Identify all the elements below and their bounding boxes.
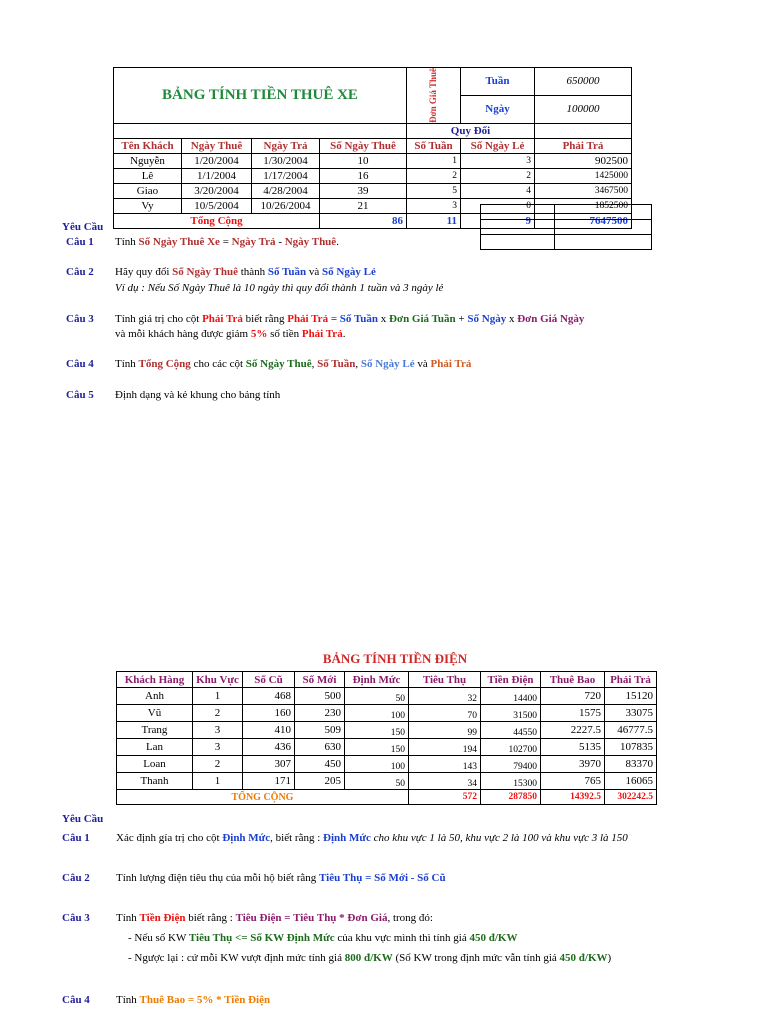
cell: 5135 (541, 739, 605, 756)
cell: Thanh (117, 773, 193, 790)
table-row (117, 722, 657, 739)
rate-day-label: Ngày (461, 95, 535, 123)
empty-grid (480, 204, 652, 250)
cell: 100 (345, 705, 409, 722)
col-header: Tiền Điện (481, 672, 541, 688)
cell: 2227.5 (541, 722, 605, 739)
question-label: Câu 5 (66, 389, 94, 401)
cell: 150 (345, 739, 409, 756)
col-header: Tiêu Thụ (409, 672, 481, 688)
cell: 1852500 (535, 198, 632, 213)
col-header: Tên Khách (114, 138, 182, 153)
rate-label-cell (407, 68, 461, 124)
blank-cell (114, 123, 407, 138)
cell: 307 (243, 756, 295, 773)
cell: Vy (114, 198, 182, 213)
table-row (117, 705, 657, 722)
cell: 33075 (605, 705, 657, 722)
total-electricity-cost: 287850 (481, 790, 541, 805)
question-text: Tính Số Ngày Thuê Xe = Ngày Trả - Ngày Thuê. (115, 236, 339, 248)
cell: 46777.5 (605, 722, 657, 739)
table-row (114, 183, 632, 198)
cell: 1425000 (535, 168, 632, 183)
table-row (117, 773, 657, 790)
total-odd-days: 9 (461, 213, 535, 228)
cell: 10 (320, 153, 407, 168)
cell: Trang (117, 722, 193, 739)
cell: 102700 (481, 739, 541, 756)
question-text: Xác định gía trị cho cột Định Mức, biết rằng : Định Mức cho khu vực 1 là 50, khu vực 2 là 100 và khu vực 3 là 150 (116, 832, 628, 844)
cell: 15120 (605, 688, 657, 705)
total-label: Tổng Cộng (114, 213, 320, 228)
cell: 100 (345, 756, 409, 773)
col-header: Thuê Bao (541, 672, 605, 688)
question-text-line2: và mỗi khách hàng được giảm 5% số tiền Phải Trả. (115, 328, 346, 340)
col-header: Số Ngày Thuê (320, 138, 407, 153)
rate-week-label: Tuần (461, 68, 535, 96)
col-header: Khách Hàng (117, 672, 193, 688)
electricity-total-row (117, 790, 657, 805)
cell: 3 (461, 153, 535, 168)
cell: 1/1/2004 (182, 168, 252, 183)
cell: 4 (461, 183, 535, 198)
cell: 1 (193, 773, 243, 790)
cell: 171 (243, 773, 295, 790)
table-row (117, 756, 657, 773)
table-row (117, 688, 657, 705)
question-text: Tính giá trị cho cột Phải Trả biết rằng Phải Trả = Số Tuần x Đơn Giá Tuần + Số Ngày x Đơn Giá Ngày (115, 313, 585, 325)
cell: 410 (243, 722, 295, 739)
convert-label: Quy Đổi (407, 123, 535, 138)
total-days: 86 (320, 213, 407, 228)
total-pay: 7647500 (535, 213, 632, 228)
cell: 2 (193, 756, 243, 773)
question-text-line3: - Ngược lại : cứ mỗi KW vượt định mức tính giá 800 đ/KW (Số KW trong định mức vẫn tính giá 450 đ/KW) (128, 952, 612, 964)
question-text: Tính lượng điện tiêu thụ của mỗi hộ biết rằng Tiêu Thụ = Số Mới - Số Cũ (116, 872, 446, 884)
cell: 3 (193, 739, 243, 756)
cell: 1 (407, 153, 461, 168)
cell: 10/5/2004 (182, 198, 252, 213)
cell: 34 (409, 773, 481, 790)
cell: 1/20/2004 (182, 153, 252, 168)
blank-cell (555, 205, 652, 220)
blank-cell (555, 220, 652, 235)
table-row (117, 739, 657, 756)
cell: 230 (295, 705, 345, 722)
question-label: Câu 2 (62, 872, 90, 884)
col-header: Phải Trả (605, 672, 657, 688)
total-pay: 302242.5 (605, 790, 657, 805)
col-header: Số Mới (295, 672, 345, 688)
cell: 0 (461, 198, 535, 213)
question-label: Câu 3 (62, 912, 90, 924)
cell: Nguyễn (114, 153, 182, 168)
car-header-row (114, 138, 632, 153)
cell: 70 (409, 705, 481, 722)
cell: 765 (541, 773, 605, 790)
cell: 44550 (481, 722, 541, 739)
cell: 32 (409, 688, 481, 705)
cell: 630 (295, 739, 345, 756)
cell: 15300 (481, 773, 541, 790)
cell: 3 (407, 198, 461, 213)
table-row (114, 168, 632, 183)
col-header: Định Mức (345, 672, 409, 688)
cell: 720 (541, 688, 605, 705)
cell: 2 (407, 168, 461, 183)
cell: 450 (295, 756, 345, 773)
question-text-line2: - Nếu số KW Tiêu Thụ <= Số KW Định Mức của khu vực mình thì tính giá 450 đ/KW (128, 932, 518, 944)
cell: Giao (114, 183, 182, 198)
cell: 194 (409, 739, 481, 756)
total-consumption: 572 (409, 790, 481, 805)
cell: 4/28/2004 (252, 183, 320, 198)
rate-day-value: 100000 (535, 95, 632, 123)
cell: 1575 (541, 705, 605, 722)
question-text: Tính Tiền Điện biết rằng : Tiêu Điện = Tiêu Thụ * Đơn Giá, trong đó: (116, 912, 433, 924)
question-label: Câu 1 (66, 236, 94, 248)
cell: Anh (117, 688, 193, 705)
question-label: Câu 2 (66, 266, 94, 278)
question-text: Định dạng và kẻ khung cho bảng tính (115, 389, 281, 401)
cell: 902500 (535, 153, 632, 168)
cell: 3970 (541, 756, 605, 773)
question-label: Câu 3 (66, 313, 94, 325)
question-label: Câu 4 (62, 994, 90, 1006)
total-subscription: 14392.5 (541, 790, 605, 805)
electricity-requirements-heading: Yêu Cầu (62, 813, 104, 825)
question-label: Câu 4 (66, 358, 94, 370)
cell: 3467500 (535, 183, 632, 198)
cell: 3/20/2004 (182, 183, 252, 198)
car-table-title: BẢNG TÍNH TIỀN THUÊ XE (114, 68, 407, 124)
blank-cell (535, 123, 632, 138)
cell: 16065 (605, 773, 657, 790)
cell: Lê (114, 168, 182, 183)
electricity-header-row (117, 672, 657, 688)
question-text: Tính Thuê Bao = 5% * Tiền Điện (116, 994, 271, 1006)
question-text: Hãy quy đổi Số Ngày Thuê thành Số Tuần và Số Ngày Lẻ (115, 266, 376, 278)
cell: 5 (407, 183, 461, 198)
cell: Loan (117, 756, 193, 773)
col-header: Phải Trả (535, 138, 632, 153)
blank-cell (481, 205, 555, 220)
cell: 143 (409, 756, 481, 773)
blank-cell (555, 235, 652, 250)
cell: 1/17/2004 (252, 168, 320, 183)
question-label: Câu 1 (62, 832, 90, 844)
cell: 2 (461, 168, 535, 183)
cell: 83370 (605, 756, 657, 773)
col-header: Số Tuần (407, 138, 461, 153)
cell: 99 (409, 722, 481, 739)
cell: 39 (320, 183, 407, 198)
blank-cell (481, 235, 555, 250)
total-label: TỔNG CỘNG (117, 790, 409, 805)
col-header: Số Ngày Lẻ (461, 138, 535, 153)
col-header: Số Cũ (243, 672, 295, 688)
rate-week-value: 650000 (535, 68, 632, 96)
cell: 2 (193, 705, 243, 722)
cell: 436 (243, 739, 295, 756)
cell: 31500 (481, 705, 541, 722)
electricity-table (116, 671, 657, 805)
cell: 468 (243, 688, 295, 705)
question-text: Tính Tổng Cộng cho các cột Số Ngày Thuê, Số Tuần, Số Ngày Lẻ và Phải Trả (115, 358, 472, 370)
cell: 1/30/2004 (252, 153, 320, 168)
col-header: Ngày Trả (252, 138, 320, 153)
electricity-table-title: BẢNG TÍNH TIỀN ĐIỆN (322, 651, 468, 666)
cell: Lan (117, 739, 193, 756)
cell: 205 (295, 773, 345, 790)
table-row (114, 153, 632, 168)
cell: 500 (295, 688, 345, 705)
cell: 50 (345, 773, 409, 790)
cell: 107835 (605, 739, 657, 756)
cell: 509 (295, 722, 345, 739)
cell: 79400 (481, 756, 541, 773)
cell: 3 (193, 722, 243, 739)
car-requirements-heading: Yêu Cầu (62, 221, 104, 233)
question-example: Ví dụ : Nếu Số Ngày Thuê là 10 ngày thì quy đổi thành 1 tuần và 3 ngày lẻ (115, 282, 444, 294)
total-weeks: 11 (407, 213, 461, 228)
cell: 21 (320, 198, 407, 213)
cell: 10/26/2004 (252, 198, 320, 213)
col-header: Khu Vực (193, 672, 243, 688)
cell: 160 (243, 705, 295, 722)
blank-cell (481, 220, 555, 235)
cell: 1 (193, 688, 243, 705)
cell: Vũ (117, 705, 193, 722)
cell: 50 (345, 688, 409, 705)
cell: 150 (345, 722, 409, 739)
rate-label: Đơn Giá Thuê (428, 68, 438, 123)
cell: 16 (320, 168, 407, 183)
cell: 14400 (481, 688, 541, 705)
col-header: Ngày Thuê (182, 138, 252, 153)
